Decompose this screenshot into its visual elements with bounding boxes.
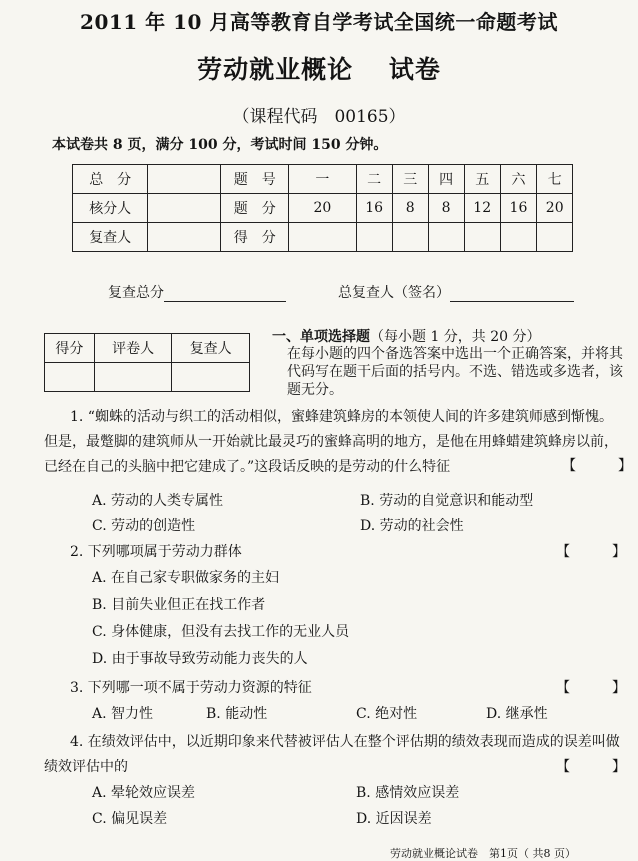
section-title: 一、单项选择题 xyxy=(272,329,370,345)
chief-reviewer-label: 总复查人（签名） xyxy=(338,285,450,301)
row-label-points: 题 分 xyxy=(221,194,289,223)
section-heading xyxy=(272,326,541,346)
row-label-question-no: 题 号 xyxy=(221,165,289,194)
q1-option-b: B. 劳动的自觉意识和能动型 xyxy=(360,493,534,509)
earned-cell-3 xyxy=(392,223,428,252)
review-total-field xyxy=(108,282,286,302)
page-footer: 劳动就业概论试卷 第1页（ 共8 页） xyxy=(390,847,576,860)
grader-score-header: 得分 xyxy=(45,334,95,363)
question-points-4: 8 xyxy=(428,194,464,223)
grader-rechecker-cell xyxy=(172,363,250,392)
score-rechecker-label: 复查人 xyxy=(73,223,148,252)
q3-option-c: C. 绝对性 xyxy=(356,706,418,722)
q1-option-a: A. 劳动的人类专属性 xyxy=(92,493,224,509)
section-note: （每小题 1 分，共 20 分） xyxy=(370,329,541,345)
grader-score-cell xyxy=(45,363,95,392)
question-points-7: 20 xyxy=(537,194,573,223)
q2-option-a: A. 在自己家专职做家务的主妇 xyxy=(92,570,280,586)
review-total-label: 复查总分 xyxy=(108,285,164,301)
question-points-6: 16 xyxy=(500,194,536,223)
score-rechecker-cell xyxy=(148,223,221,252)
question-no-7: 七 xyxy=(537,165,573,194)
q1-option-d: D. 劳动的社会性 xyxy=(360,518,464,534)
q2-option-b: B. 目前失业但正在找工作者 xyxy=(92,597,266,613)
q3-option-b: B. 能动性 xyxy=(206,706,268,722)
score-total-label: 总 分 xyxy=(73,165,148,194)
question-2-stem: 2. 下列哪项属于劳动力群体 xyxy=(70,544,242,560)
earned-cell-2 xyxy=(356,223,392,252)
score-table xyxy=(72,164,608,252)
question-4-stem: 4. 在绩效评估中，以近期印象来代替被评估人在整个评估期的绩效表现而造成的误差叫做绩效评估中的 xyxy=(44,734,620,775)
question-no-5: 五 xyxy=(464,165,500,194)
review-total-line xyxy=(164,285,286,302)
earned-cell-1 xyxy=(289,223,356,252)
question-3-stem: 3. 下列哪一项不属于劳动力资源的特征 xyxy=(70,680,312,696)
question-no-1: 一 xyxy=(289,165,356,194)
question-no-2: 二 xyxy=(356,165,392,194)
answer-bracket-4: 【 】 xyxy=(556,759,626,775)
q4-option-c: C. 偏见误差 xyxy=(92,811,168,827)
q2-option-d: D. 由于事故导致劳动能力丧失的人 xyxy=(92,651,308,667)
earned-cell-4 xyxy=(428,223,464,252)
score-checker-cell xyxy=(148,194,221,223)
q4-option-b: B. 感情效应误差 xyxy=(356,785,460,801)
grader-name-cell xyxy=(94,363,172,392)
answer-bracket-2: 【 】 xyxy=(556,544,626,560)
earned-cell-6 xyxy=(500,223,536,252)
answer-bracket-3: 【 】 xyxy=(556,680,626,696)
q1-option-c: C. 劳动的创造性 xyxy=(92,518,196,534)
q3-option-d: D. 继承性 xyxy=(486,706,548,722)
answer-bracket-1: 【 】 xyxy=(562,458,632,474)
q4-option-a: A. 晕轮效应误差 xyxy=(92,785,196,801)
question-no-4: 四 xyxy=(428,165,464,194)
row-label-earned: 得 分 xyxy=(221,223,289,252)
chief-reviewer-line xyxy=(450,285,574,302)
earned-cell-7 xyxy=(537,223,573,252)
q3-option-a: A. 智力性 xyxy=(92,706,154,722)
q2-option-c: C. 身体健康，但没有去找工作的无业人员 xyxy=(92,624,350,640)
question-points-3: 8 xyxy=(392,194,428,223)
question-1-stem: 1. “蜘蛛的活动与织工的活动相似，蜜蜂建筑蜂房的本领使人间的许多建筑师感到惭愧。但是，最蹩脚的建筑师从一开始就比最灵巧的蜜蜂高明的地方，是他在用蜂蜡建筑蜂房以前，已经在自己的头脑中把它建成了。”这段话反映的是劳动的什么特征 xyxy=(44,409,618,475)
question-points-1: 20 xyxy=(289,194,356,223)
grader-rechecker-header: 复查人 xyxy=(172,334,250,363)
score-total-cell xyxy=(148,165,221,194)
score-checker-label: 核分人 xyxy=(73,194,148,223)
chief-reviewer-field xyxy=(338,282,574,302)
paper-title: 劳动就业概论 试卷 xyxy=(197,55,441,84)
grader-table xyxy=(44,333,250,392)
question-no-3: 三 xyxy=(392,165,428,194)
question-points-5: 12 xyxy=(464,194,500,223)
paper-intro: 本试卷共 8 页，满分 100 分，考试时间 150 分钟。 xyxy=(52,137,388,153)
grader-name-header: 评卷人 xyxy=(94,334,172,363)
section-instructions: 在每小题的四个备选答案中选出一个正确答案，并将其代码写在题干后面的括号内。不选、错选或多选者，该题无分。 xyxy=(287,346,623,398)
course-code: （课程代码 00165） xyxy=(232,107,406,127)
question-points-2: 16 xyxy=(356,194,392,223)
question-no-6: 六 xyxy=(500,165,536,194)
q4-option-d: D. 近因误差 xyxy=(356,811,432,827)
exam-header-line: 2011 年 10 月高等教育自学考试全国统一命题考试 xyxy=(80,10,558,34)
earned-cell-5 xyxy=(464,223,500,252)
